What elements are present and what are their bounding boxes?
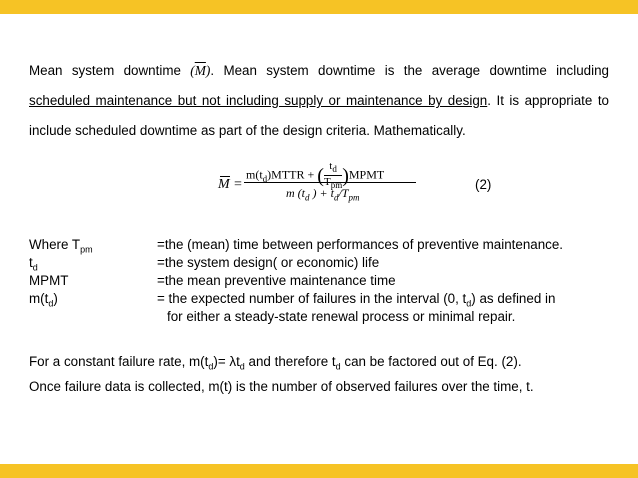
underlined-phrase: scheduled maintenance but not including supply or maintenance by design [29,93,488,108]
intro-text-end: . It is appropriate to include scheduled downtime as part of the design criteria. Mathematically. [29,93,610,138]
m-bar-symbol: $(\overline{M})$ [190,63,211,78]
bottom-accent-bar [0,464,638,478]
downtime-formula [218,156,418,212]
closing-paragraph [29,352,534,396]
closing-line-2: Once failure data is collected, m(t) is the number of observed failures over the time, t. [29,378,534,394]
intro-text-mid: . Mean system downtime is the average downtime including [210,63,609,78]
intro-paragraph [29,56,609,146]
intro-text-start: Mean system downtime [29,63,181,78]
fraction-line [244,182,416,183]
formula-numerator: $m(t_d)MTTR$ + ( $t_d$ $T_{pm}$ )MPMT [246,160,385,191]
equation-number: (2) [475,177,492,192]
closing-line-1: For a constant failure rate, $m(t_d)= \lambda t_d$ and therefore $t_d$ can be factored out of Eq. (2). [29,354,522,372]
formula-lhs: M = [218,177,243,192]
top-accent-bar [0,0,638,14]
inner-fraction: $t_d$ $T_{pm}$ [323,160,343,191]
formula-denominator: m ($t_d$ ) + $t_d/T_{pm}$ [286,186,360,203]
